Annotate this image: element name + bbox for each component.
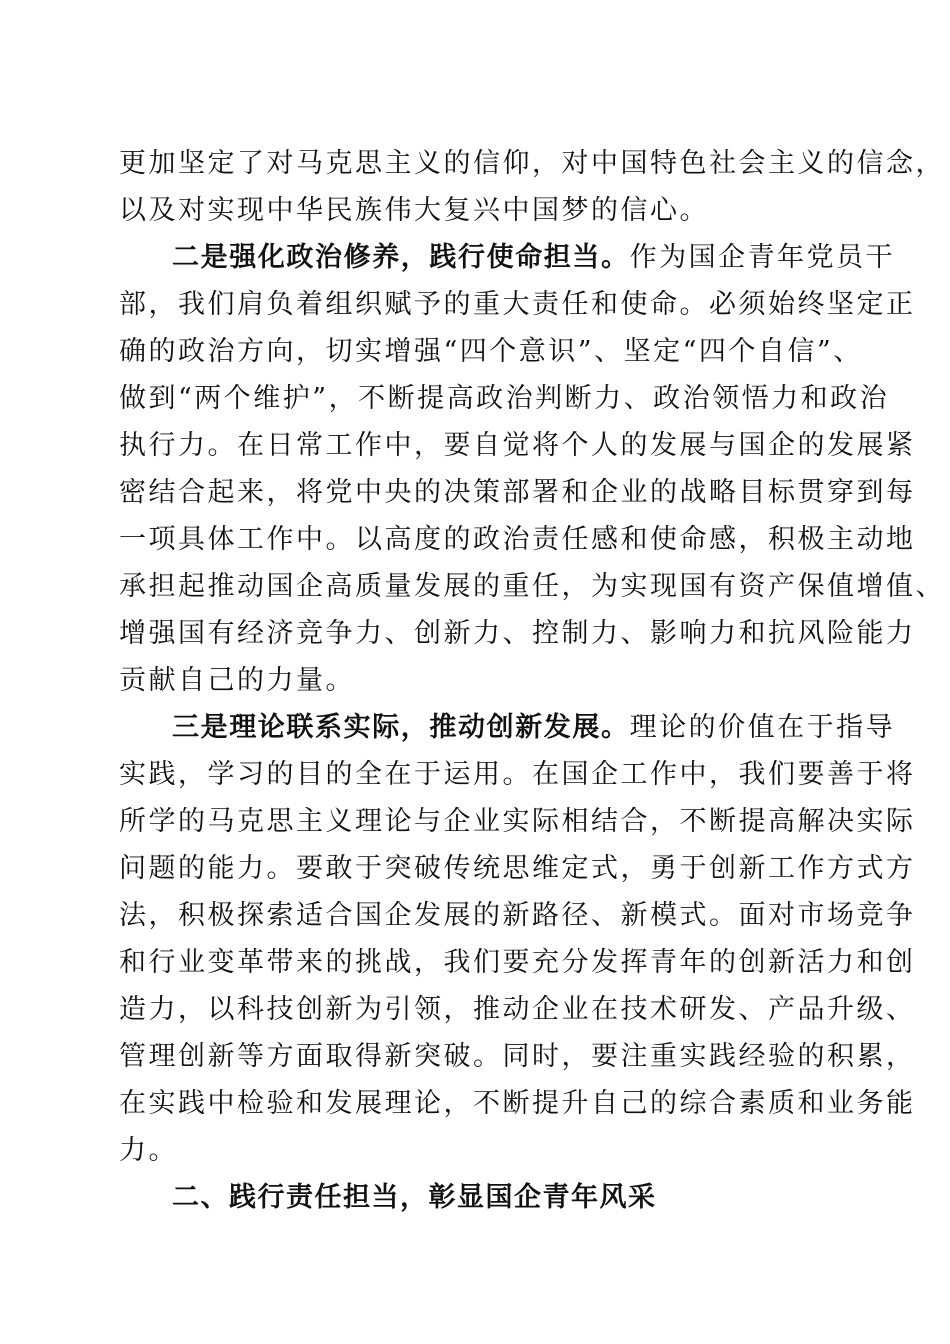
paragraph-2-line-3: 确的政治方向，切实增强“四个意识”、坚定“四个自信”、 xyxy=(119,336,863,367)
paragraph-2-line-1-text: 作为国企青年党员干 xyxy=(629,242,896,273)
paragraph-3-line-2: 实践，学习的目的全在于运用。在国企工作中，我们要善于将 xyxy=(119,759,916,790)
paragraph-2-line-7: 一项具体工作中。以高度的政治责任感和使命感，积极主动地 xyxy=(119,524,916,555)
paragraph-3-line-9: 在实践中检验和发展理论，不断提升自己的综合素质和业务能 xyxy=(119,1088,916,1119)
paragraph-2-line-9: 增强国有经济竞争力、创新力、控制力、影响力和抗风险能力 xyxy=(119,618,916,649)
paragraph-3-line-8: 管理创新等方面取得新突破。同时，要注重实践经验的积累， xyxy=(119,1041,916,1072)
paragraph-3-line-3: 所学的马克思主义理论与企业实际相结合，不断提高解决实际 xyxy=(119,806,916,837)
paragraph-3-line-7: 造力，以科技创新为引领，推动企业在技术研发、产品升级、 xyxy=(119,994,916,1025)
paragraph-2-line-1 xyxy=(172,236,896,280)
paragraph-2-line-4: 做到“两个维护”，不断提高政治判断力、政治领悟力和政治 xyxy=(119,383,890,414)
paragraph-3-line-5: 法，积极探索适合国企发展的新路径、新模式。面对市场竞争 xyxy=(119,900,916,931)
paragraph-1-line-2: 以及对实现中华民族伟大复兴中国梦的信心。 xyxy=(119,195,709,226)
paragraph-3-lead: 三是理论联系实际，推动创新发展。 xyxy=(172,712,630,743)
paragraph-2-line-6: 密结合起来，将党中央的决策部署和企业的战略目标贯穿到每 xyxy=(119,477,916,508)
paragraph-1-line-1: 更加坚定了对马克思主义的信仰，对中国特色社会主义的信念， xyxy=(119,148,945,179)
paragraph-2-lead: 二是强化政治修养，践行使命担当。 xyxy=(172,242,630,273)
paragraph-3-line-6: 和行业变革带来的挑战，我们要充分发挥青年的创新活力和创 xyxy=(119,947,916,978)
paragraph-3-line-1-text: 理论的价值在于指导 xyxy=(629,712,896,743)
paragraph-2-line-10: 贡献自己的力量。 xyxy=(119,665,355,696)
paragraph-3-line-1 xyxy=(172,706,896,750)
section-heading: 二、践行责任担当，彰显国企青年风采 xyxy=(172,1182,657,1213)
paragraph-2-line-2: 部，我们肩负着组织赋予的重大责任和使命。必须始终坚定正 xyxy=(119,289,916,320)
paragraph-2-line-5: 执行力。在日常工作中，要自觉将个人的发展与国企的发展紧 xyxy=(119,430,916,461)
paragraph-2-line-8: 承担起推动国企高质量发展的重任，为实现国有资产保值增值、 xyxy=(119,571,945,602)
paragraph-3-line-10: 力。 xyxy=(119,1135,178,1166)
paragraph-3-line-4: 问题的能力。要敢于突破传统思维定式，勇于创新工作方式方 xyxy=(119,853,916,884)
